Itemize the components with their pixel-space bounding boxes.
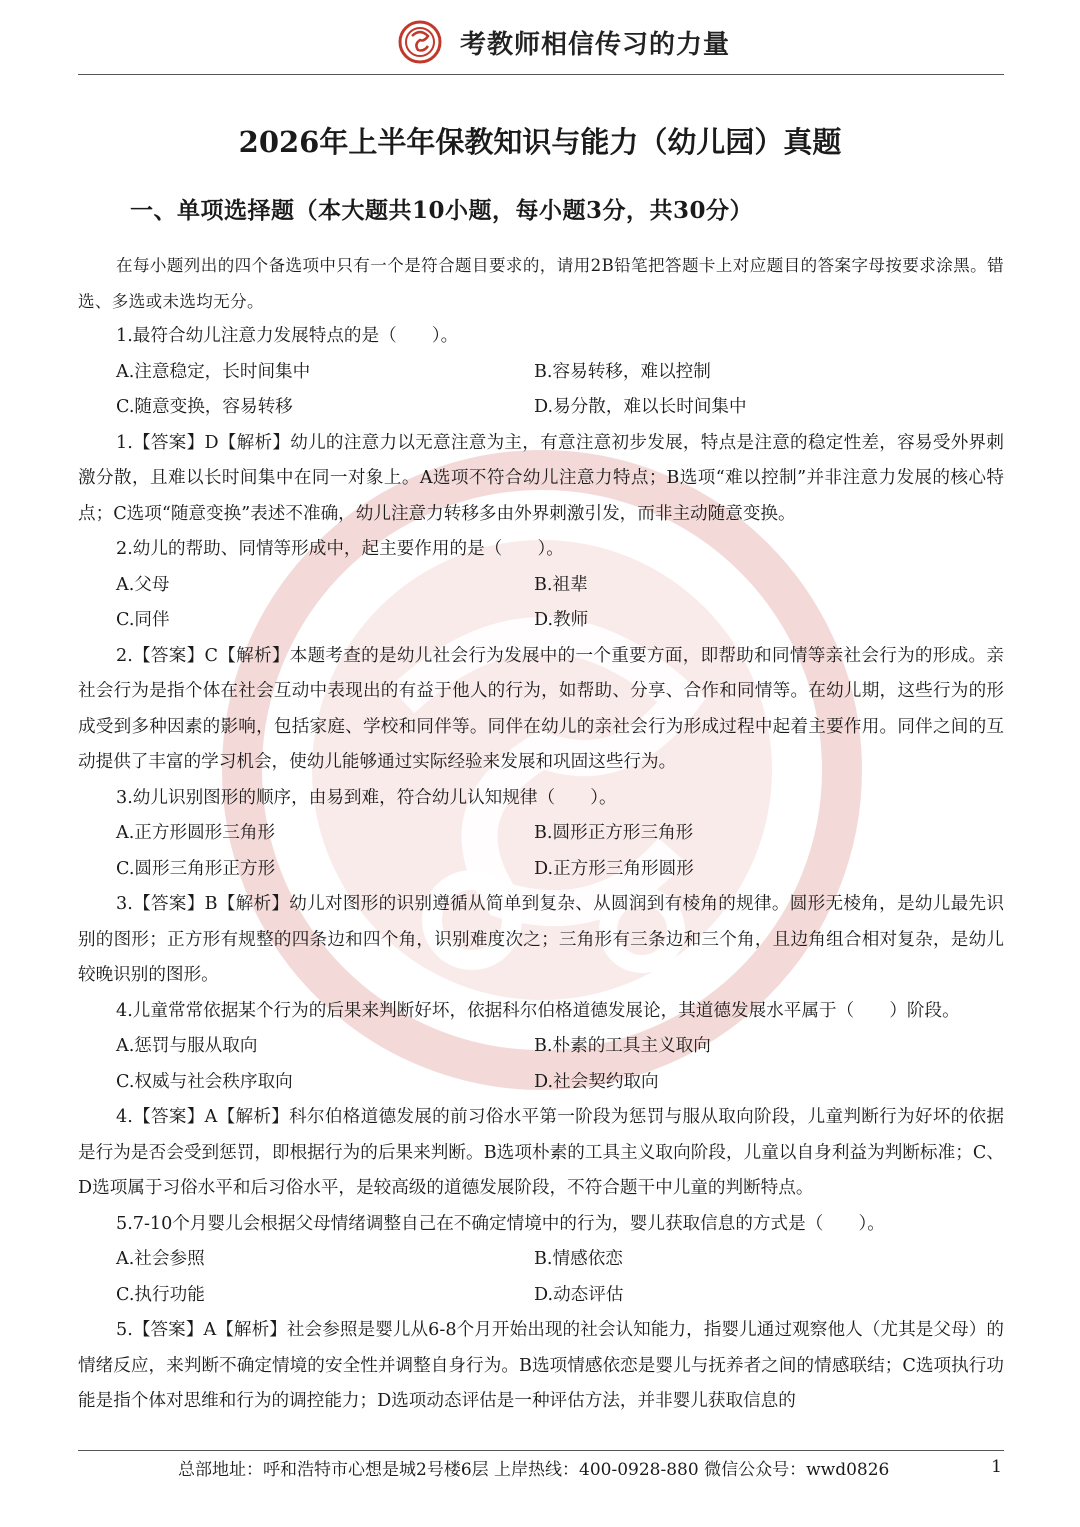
- options-row: [78, 1065, 1004, 1101]
- options-row: [78, 852, 1004, 888]
- option-d: D.正方形三角形圆形: [534, 858, 694, 879]
- option-b: B.情感依恋: [534, 1249, 623, 1269]
- options-row: [78, 390, 1004, 426]
- question-stem: 3.幼儿识别图形的顺序，由易到难，符合幼儿认知规律（ ）。: [116, 787, 617, 808]
- option-c: C.随意变换，容易转移: [116, 397, 293, 417]
- options-row: [78, 603, 1004, 639]
- answer-analysis: 4.【答案】A【解析】科尔伯格道德发展的前习俗水平第一阶段为惩罚与服从取向阶段，儿童判断行为好坏的依据是行为是否会受到惩罚，即根据行为的后果来判断。B选项朴素的工具主义取向阶段，儿童以自身利益为判断标准；C、D选项属于习俗水平和后习俗水平，是较高级的道德发展阶段，不符合题干中儿童的判断特点。: [78, 1107, 1004, 1198]
- option-a: A.惩罚与服从取向: [116, 1036, 258, 1056]
- answer-analysis: 5.【答案】A【解析】社会参照是婴儿从6-8个月开始出现的社会认知能力，指婴儿通过观察他人（尤其是父母）的情绪反应，来判断不确定情境的安全性并调整自身行为。B选项情感依恋是婴儿与抚养者之间的情感联结；C选项执行功能是指个体对思维和行为的调控能力；D选项动态评估是一种评估方法，并非婴儿获取信息的: [78, 1320, 1004, 1411]
- question-stem: 4.儿童常常依据某个行为的后果来判断好坏，依据科尔伯格道德发展论，其道德发展水平属于（ ）阶段。: [116, 1000, 960, 1021]
- chuanxi-seal-logo-icon: [398, 20, 442, 64]
- option-a: A.正方形圆形三角形: [116, 823, 276, 843]
- option-a: A.父母: [116, 574, 170, 595]
- option-c: C.圆形三角形正方形: [116, 858, 276, 879]
- option-b: B.朴素的工具主义取向: [534, 1036, 711, 1056]
- options-row: [78, 355, 1004, 391]
- options-row: [78, 1242, 1004, 1278]
- options-row: [78, 568, 1004, 604]
- question-stem: 5.7-10个月婴儿会根据父母情绪调整自己在不确定情境中的行为，婴儿获取信息的方式是（ ）。: [116, 1213, 885, 1234]
- section-heading: 一、单项选择题（本大题共10小题，每小题3分，共30分）: [130, 197, 754, 224]
- brand-slogan: 考教师相信传习的力量: [460, 30, 731, 60]
- footer-contact: 总部地址：呼和浩特市心想是城2号楼6层 上岸热线：400-0928-880 微信公众号：wwd0826: [178, 1460, 890, 1480]
- option-d: D.教师: [534, 610, 589, 630]
- page-footer: [78, 1450, 1004, 1491]
- page-header: [78, 14, 1004, 75]
- answer-analysis: 1.【答案】D【解析】幼儿的注意力以无意注意为主，有意注意初步发展，特点是注意的稳定性差，容易受外界刺激分散，且难以长时间集中在同一对象上。A选项不符合幼儿注意力特点；B选项“难以控制”并非注意力发展的核心特点；C选项“随意变换”表述不准确，幼儿注意力转移多由外界刺激引发，而非主动随意变换。: [78, 432, 1004, 524]
- option-d: D.动态评估: [534, 1284, 624, 1305]
- question-stem: 1.最符合幼儿注意力发展特点的是（ ）。: [116, 326, 459, 346]
- options-row: [78, 816, 1004, 852]
- option-b: B.圆形正方形三角形: [534, 823, 694, 843]
- answer-analysis: 2.【答案】C【解析】本题考查的是幼儿社会行为发展中的一个重要方面，即帮助和同情等亲社会行为的形成。亲社会行为是指个体在社会互动中表现出的有益于他人的行为，如帮助、分享、合作和同情等。在幼儿期，这些行为的形成受到多种因素的影响，包括家庭、学校和同伴等。同伴在幼儿的亲社会行为形成过程中起着主要作用。同伴之间的互动提供了丰富的学习机会，使幼儿能够通过实际经验来发展和巩固这些行为。: [78, 645, 1004, 772]
- question-list: [78, 248, 1004, 1420]
- answer-analysis: 3.【答案】B【解析】幼儿对图形的识别遵循从简单到复杂、从圆润到有棱角的规律。圆形无棱角，是幼儿最先识别的图形；正方形有规整的四条边和四个角，识别难度次之；三角形有三条边和三个角，且边角组合相对复杂，是幼儿较晚识别的图形。: [78, 894, 1004, 985]
- option-c: C.执行功能: [116, 1284, 205, 1305]
- page-number: 1: [991, 1457, 1002, 1477]
- option-d: D.社会契约取向: [534, 1071, 659, 1092]
- option-b: B.容易转移，难以控制: [534, 361, 711, 382]
- option-c: C.权威与社会秩序取向: [116, 1071, 293, 1092]
- option-a: A.社会参照: [116, 1249, 205, 1269]
- options-row: [78, 1278, 1004, 1314]
- option-d: D.易分散，难以长时间集中: [534, 397, 747, 417]
- page-title: 2026年上半年保教知识与能力（幼儿园）真题: [238, 125, 842, 159]
- instructions: 在每小题列出的四个备选项中只有一个是符合题目要求的，请用2B铅笔把答题卡上对应题目的答案字母按要求涂黑。错选、多选或未选均无分。: [78, 256, 1004, 311]
- option-c: C.同伴: [116, 610, 170, 630]
- option-a: A.注意稳定，长时间集中: [116, 361, 311, 382]
- options-row: [78, 1029, 1004, 1065]
- question-stem: 2.幼儿的帮助、同情等形成中，起主要作用的是（ ）。: [116, 539, 564, 559]
- option-b: B.祖辈: [534, 574, 588, 595]
